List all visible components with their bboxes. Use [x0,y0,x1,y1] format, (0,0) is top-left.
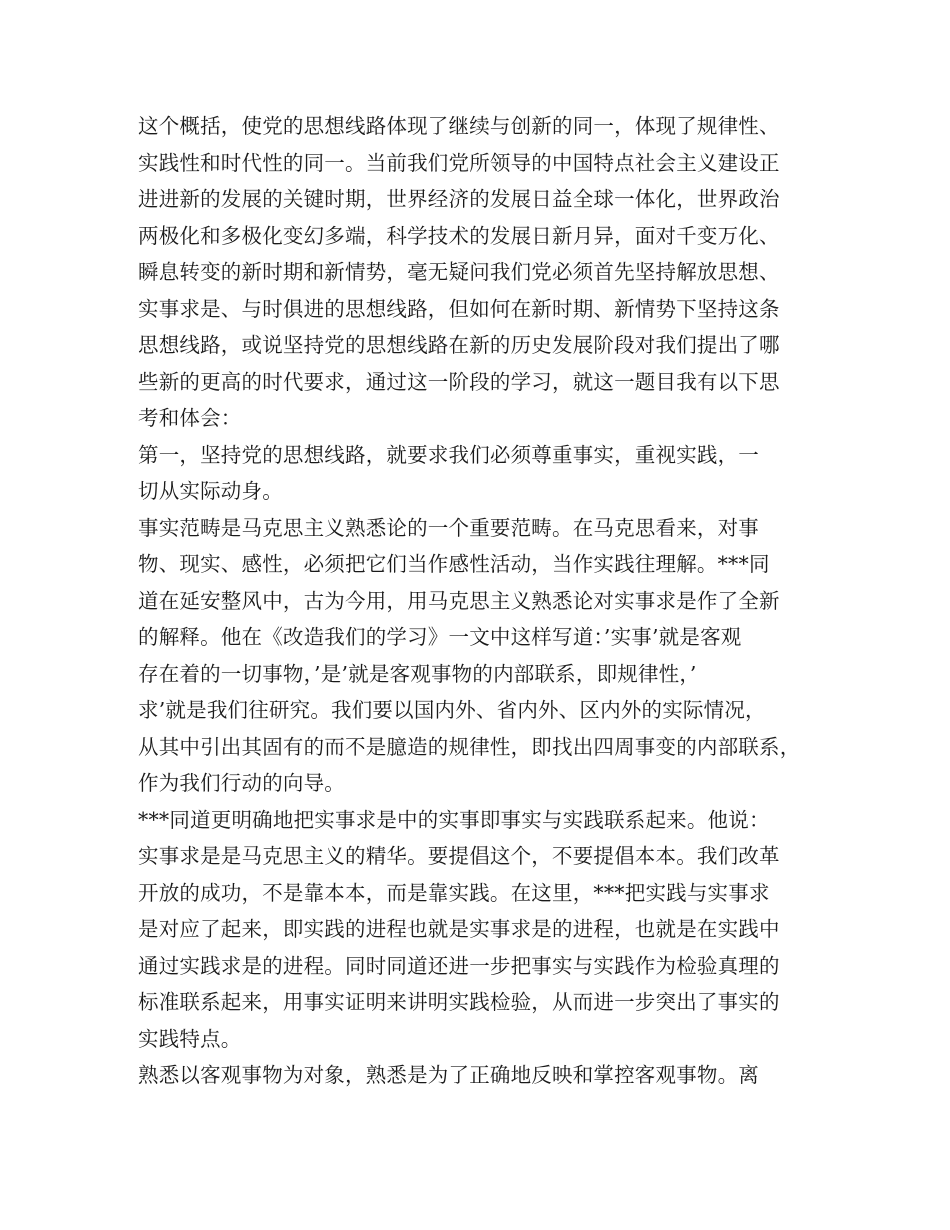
text-line: 通过实践求是的进程。同时同道还进一步把事实与实践作为检验真理的 [138,953,780,978]
text-line: 些新的更高的时代要求，通过这一阶段的学习，就这一题目我有以下思 [138,369,780,394]
text-line: 是对应了起来，即实践的进程也就是实事求是的进程，也就是在实践中 [138,917,780,941]
text-line: 两极化和多极化变幻多端，科学技术的发展日新月异，面对千变万化、 [138,223,780,248]
text-line: 的解释。他在《改造我们的学习》一文中这样写道：’实事’就是客观 [138,625,742,649]
text-line: 切从实际动身。 [138,479,283,503]
text-line: 这个概括，使党的思想线路体现了继续与创新的同一，体现了规律性、 [138,114,780,138]
text-line: 熟悉以客观事物为对象，熟悉是为了正确地反映和掌控客观事物。离 [138,1063,759,1087]
text-line: 从其中引出其固有的而不是臆造的规律性，即找出四周事变的内部联系， [138,734,801,759]
text-line: 实践特点。 [138,1026,242,1051]
text-line: 实践性和时代性的同一。当前我们党所领导的中国特点社会主义建设正 [138,150,780,175]
text-line: 作为我们行动的向导。 [138,771,345,795]
text-line: ***同道更明确地把实事求是中的实事即事实与实践联系起来。他说： [138,807,770,832]
document-body [138,108,828,1094]
text-line: 道在延安整风中，古为今用，用马克思主义熟悉论对实事求是作了全新 [138,588,780,613]
text-line: 物、现实、感性，必须把它们当作感性活动，当作实践往理解。***同 [138,552,770,576]
text-line: 标准联系起来，用事实证明来讲明实践检验，从而进一步突出了事实的 [138,990,780,1014]
text-line: 第一，坚持党的思想线路，就要求我们必须尊重事实，重视实践，一 [138,442,759,467]
text-line: 思想线路，或说坚持党的思想线路在新的历史发展阶段对我们提出了哪 [138,333,780,357]
text-line: 考和体会： [138,406,242,430]
text-line: 开放的成功，不是靠本本，而是靠实践。在这里，***把实践与实事求 [138,880,770,905]
text-line: 事实范畴是马克思主义熟悉论的一个重要范畴。在马克思看来，对事 [138,515,759,540]
text-line: 实事求是、与时俱进的思想线路，但如何在新时期、新情势下坚持这条 [138,296,780,321]
text-line: 求’就是我们往研究。我们要以国内外、省内外、区内外的实际情况， [138,698,766,722]
text-line: 瞬息转变的新时期和新情势，毫无疑问我们党必须首先坚持解放思想、 [138,260,780,284]
text-line: 进进新的发展的关键时期，世界经济的发展日益全球一体化，世界政治 [138,187,780,211]
text-line: 实事求是是马克思主义的精华。要提倡这个，不要提倡本本。我们改革 [138,844,780,868]
text-line: 存在着的一切事物，’是’就是客观事物的内部联系，即规律性，’ [138,661,697,686]
